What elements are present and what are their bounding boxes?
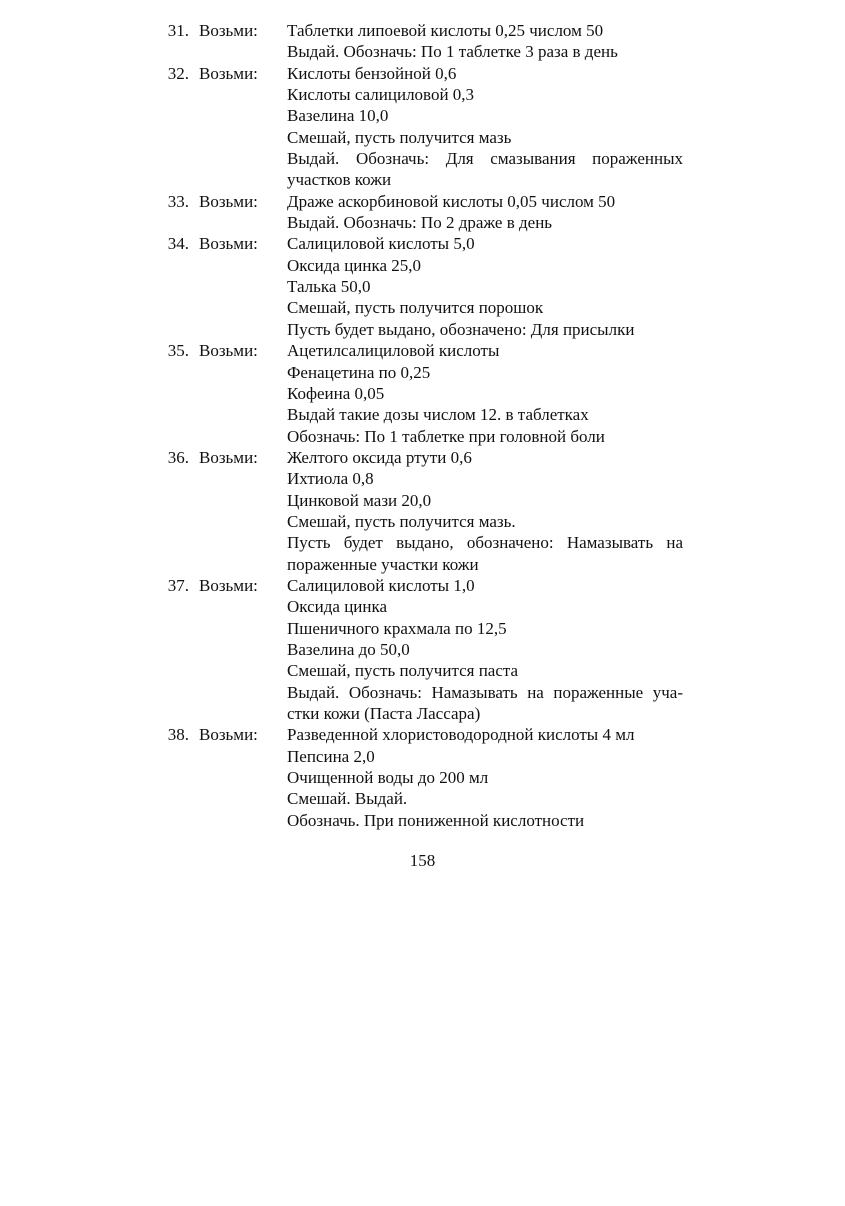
prescription-line [0,511,845,532]
prescription-line [0,554,845,575]
prescription-line [0,41,845,62]
prescription-text: Ацетилсалициловой кислоты [287,341,500,361]
take-label: Возьми: [199,341,258,361]
prescription-text: Обозначь. При пониженной кислотности [287,810,585,830]
prescription-number: 35. [167,341,189,361]
prescription-line [0,84,845,105]
prescription-text: Салициловой кислоты 1,0 [287,575,475,595]
prescription-text: Ихтиола 0,8 [287,469,374,489]
prescription-first-line [0,63,845,84]
prescription-text: Смешай, пусть получится порошок [287,298,544,318]
prescription-line [0,639,845,660]
prescription-first-line [0,233,845,254]
prescription-text: Смешай, пусть получится мазь [287,127,512,147]
prescription-text: Вазелина 10,0 [287,106,389,126]
prescription-line [0,297,845,318]
prescription-text: Желтого оксида ртути 0,6 [287,447,472,467]
prescription-line [0,383,845,404]
prescription-text: Разведенной хлористоводородной кислоты 4 мл [287,725,635,745]
prescription-text: Салициловой кислоты 5,0 [287,234,475,254]
prescription-line [0,788,845,809]
take-label: Возьми: [199,63,258,83]
prescription-line [0,276,845,297]
take-label: Возьми: [199,575,258,595]
prescription-line [0,767,845,788]
prescription-text: Выдай. Обозначь: Для смазывания пораженных [287,149,683,169]
prescription-text: Драже аскорбиновой кислоты 0,05 числом 50 [287,191,616,211]
prescription-list [0,20,845,831]
prescription-first-line [0,724,845,745]
prescription-text: Фенацетина по 0,25 [287,362,431,382]
prescription-text: Пусть будет выдано, обозначено: Намазывать на [287,533,683,553]
prescription-first-line [0,340,845,361]
prescription-line [0,148,845,169]
prescription-text: Кислоты бензойной 0,6 [287,63,457,83]
prescription-line [0,532,845,553]
take-label: Возьми: [199,725,258,745]
prescription-line [0,169,845,190]
prescription-text: Оксида цинка [287,597,388,617]
take-label: Возьми: [199,21,258,40]
prescription-line [0,490,845,511]
prescription-text: Выдай такие дозы числом 12. в таблетках [287,405,589,425]
take-label: Возьми: [199,191,258,211]
prescription-line [0,618,845,639]
take-label: Возьми: [199,234,258,254]
prescription-text: Обозначь: По 1 таблетке при головной боли [287,426,605,446]
prescription-text: Пшеничного крахмала по 12,5 [287,618,507,638]
prescription-line [0,127,845,148]
prescription-text: Выдай. Обозначь: Намазывать на пораженные уча- [287,682,683,702]
prescription-text: Талька 50,0 [287,277,371,297]
prescription-first-line [0,191,845,212]
prescription-line [0,255,845,276]
prescription-number: 34. [167,234,189,254]
prescription-line [0,319,845,340]
take-label: Возьми: [199,447,258,467]
prescription-text: Выдай. Обозначь: По 2 драже в день [287,213,553,233]
prescription-first-line [0,447,845,468]
prescription-line [0,682,845,703]
prescription-first-line [0,20,845,41]
prescription-text: Смешай, пусть получится мазь. [287,511,516,531]
prescription-line [0,596,845,617]
prescription-text: Пусть будет выдано, обозначено: Для присылки [287,319,635,339]
prescription-line [0,746,845,767]
prescription-line [0,404,845,425]
prescription-text: Очищенной воды до 200 мл [287,768,489,788]
page-number: 158 [409,851,436,870]
prescription-line [0,810,845,831]
prescription-text: Смешай. Выдай. [287,789,408,809]
prescription-number: 32. [167,63,189,83]
prescription-line [0,703,845,724]
prescription-text: Цинковой мази 20,0 [287,490,432,510]
prescription-number: 37. [167,575,189,595]
prescription-text: Оксида цинка 25,0 [287,255,422,275]
prescription-text: Пепсина 2,0 [287,746,375,766]
prescription-number: 36. [167,447,189,467]
prescription-text: Выдай. Обозначь: По 1 таблетке 3 раза в день [287,42,618,62]
prescription-line [0,468,845,489]
prescription-line [0,660,845,681]
prescription-number: 38. [167,725,189,745]
prescription-text: стки кожи (Паста Лассара) [287,704,481,723]
prescription-text: Смешай, пусть получится паста [287,661,519,681]
prescription-line [0,362,845,383]
prescription-number: 33. [167,191,189,211]
prescription-text: участков кожи [287,170,392,190]
prescription-text: пораженные участки кожи [287,554,479,574]
prescription-line [0,105,845,126]
prescription-text: Вазелина до 50,0 [287,639,410,659]
prescription-line [0,426,845,447]
prescription-text: Таблетки липоевой кислоты 0,25 числом 50 [287,21,604,40]
prescription-text: Кислоты салициловой 0,3 [287,85,475,105]
prescription-text: Кофеина 0,05 [287,383,385,403]
prescription-first-line [0,575,845,596]
prescription-line [0,212,845,233]
prescription-number: 31. [167,21,189,40]
